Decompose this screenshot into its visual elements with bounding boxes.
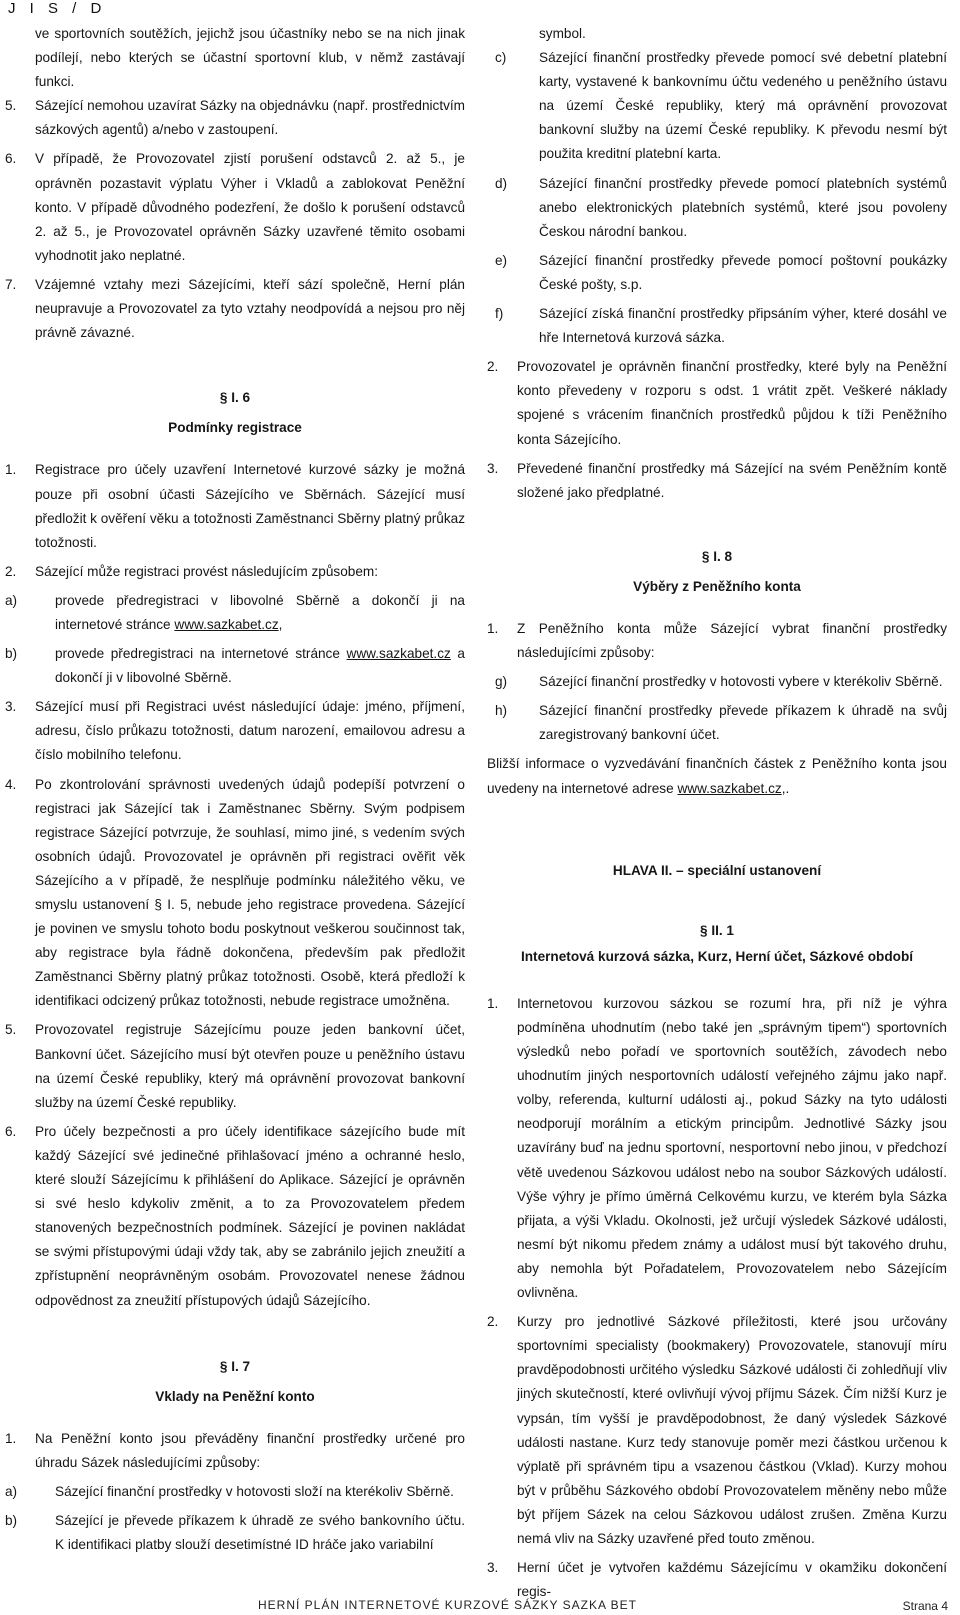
item-text: Sázející finanční prostředky převede pomocí poštovní poukázky České pošty, s.p. xyxy=(539,252,947,292)
item-text: Z Peněžního konta může Sázející vybrat finanční prostředky následujícími způsoby: xyxy=(517,620,947,661)
continued-text: ve sportovních soutěžích, jejichž jsou účastníky nebo se na nich jinak podílejí, nebo kterých se účastní sportovní klub, v němž zastávají funkci. xyxy=(35,26,465,90)
item-number: 1. xyxy=(5,1430,17,1446)
logo-text: J I S / D xyxy=(8,0,107,17)
item-number: 5. xyxy=(5,98,17,114)
item-text: provede předregistraci na internetové stránce xyxy=(55,646,347,662)
list-item xyxy=(5,1120,465,1313)
punctuation: ,. xyxy=(781,780,790,796)
item-number: 1. xyxy=(5,462,17,478)
section-number: § I. 7 xyxy=(219,1358,251,1374)
list-item xyxy=(487,670,947,694)
list-item xyxy=(487,355,947,451)
list-item xyxy=(5,695,465,767)
item-number: 1. xyxy=(487,620,499,636)
list-item xyxy=(5,560,465,584)
section-title: Podmínky registrace xyxy=(168,420,302,436)
section-title: Vklady na Peněžní konto xyxy=(155,1388,315,1404)
item-text: Herní účet je vytvořen každému Sázejícímu v okamžiku dokončení regis- xyxy=(517,1560,947,1600)
list-item xyxy=(5,1509,465,1557)
item-number: 6. xyxy=(5,1123,17,1139)
info-text: Bližší informace o vyzvedávání finančních částek z Peněžního konta jsou uvedeny na internetové adrese xyxy=(487,756,947,796)
list-item xyxy=(487,699,947,747)
info-paragraph xyxy=(487,752,947,800)
item-letter: b) xyxy=(5,1513,18,1529)
item-number: 3. xyxy=(5,699,17,715)
section-title: Výběry z Peněžního konta xyxy=(633,578,801,594)
item-text: Internetovou kurzovou sázkou se rozumí hra, při níž je výhra podmíněna uhodnutím (nebo také jen „správným tipem“) sportovních výsledků nebo pořadí ve sportovních soutěžích, závodech nebo uhodnutím jiných nesportovních událostí veřejného zájmu jako např. volby, referenda, kulturní události aj., pokud Sázky na tyto události neodporují morálním a etickým principům. Jednotlivé Sázky jsou uzavírány buď na jednu sportovní, nesportovní nebo jinou, v předchozí větě uvedenou Sázkovou událost nebo na soubor Sázkových událostí. Výše výhry je přímo úměrná Celkovému kurzu, ve kterém byla Sázka přijata, a výši Vkladu. Okolnosti, jež určují výsledek Sázkové události, nesmí být nikomu předem známy a událost musí být takového druhu, aby nemohla být Pořadatelem, Provozovatelem nebo Sázejícím ovlivněna. xyxy=(517,995,947,1301)
list-item xyxy=(487,457,947,505)
item-number: 3. xyxy=(487,460,499,476)
continued-text: symbol. xyxy=(539,26,586,41)
item-number: 3. xyxy=(487,1560,499,1576)
item-text: Provozovatel je oprávněn finanční prostředky, které byly na Peněžní konto převedeny v rozporu s odst. 1 vrátit zpět. Veškeré náklady spojené s vrácením finančních prostředků půjdou k tíži Peněžního konta Sázejícího. xyxy=(517,359,947,447)
item-number: 2. xyxy=(487,359,499,375)
item-text: Na Peněžní konto jsou převáděny finanční prostředky určené pro úhradu Sázek následujícími způsoby: xyxy=(35,1430,465,1470)
item-text: Sázející získá finanční prostředky připsáním výher, které dosáhl ve hře Internetová kurzová sázka. xyxy=(539,306,947,346)
item-number: 2. xyxy=(487,1314,499,1330)
item-number: 7. xyxy=(5,276,17,292)
item-letter: f) xyxy=(495,306,504,322)
section-number: § I. 8 xyxy=(701,548,733,564)
list-item xyxy=(5,94,465,142)
item-text-end: a dokončí ji v libovolné Sběrně. xyxy=(55,646,465,686)
list-item xyxy=(487,249,947,297)
list-item xyxy=(5,147,465,267)
item-number: 2. xyxy=(5,563,17,579)
item-number: 5. xyxy=(5,1022,17,1038)
item-number: 6. xyxy=(5,151,17,167)
punctuation: , xyxy=(278,616,283,632)
website-link[interactable]: www.sazkabet.cz xyxy=(677,780,782,796)
section-number: § II. 1 xyxy=(699,922,734,938)
item-text: Sázející finanční prostředky převede pomocí platebních systémů anebo elektronických platebních systémů, které jsou povoleny Českou národní bankou. xyxy=(539,175,947,239)
website-link[interactable]: www.sazkabet.cz xyxy=(346,646,451,662)
list-item xyxy=(5,773,465,1014)
item-letter: e) xyxy=(495,252,508,268)
item-text: V případě, že Provozovatel zjistí porušení odstavců 2. až 5., je oprávněn pozastavit výplatu Výher i Vkladů a zablokovat Peněžní konto. V případě důvodného podezření, že došlo k porušení odstavců 2. až 5., je Provozovatel oprávněn Sázky uzavřené těmito osobami vyhodnotit jako neplatné. xyxy=(35,151,465,263)
list-item xyxy=(5,642,465,690)
item-letter: b) xyxy=(5,646,18,662)
list-item xyxy=(487,617,947,665)
list-item xyxy=(5,1427,465,1475)
item-text: Sázející musí při Registraci uvést následující údaje: jméno, příjmení, adresu, číslo průkazu totožnosti, datum narození, emailovou adresu a číslo mobilního telefonu. xyxy=(35,699,465,763)
footer-title: HERNÍ PLÁN INTERNETOVÉ KURZOVÉ SÁZKY SAZKA BET xyxy=(258,1598,637,1612)
list-item xyxy=(487,46,947,166)
item-letter: a) xyxy=(5,1483,18,1499)
page-footer xyxy=(0,1596,960,1615)
right-column xyxy=(487,22,947,1604)
item-text: Registrace pro účely uzavření Internetové kurzové sázky je možná pouze při osobní účasti Sázejícího ve Sběrnách. Sázející musí předložit k ověření věku a totožnosti Zaměstnanci Sběrny platný průkaz totožnosti. xyxy=(35,462,465,550)
left-column xyxy=(5,22,465,1557)
chapter-heading: HLAVA II. – speciální ustanovení xyxy=(612,862,822,878)
section-title: Internetová kurzová sázka, Kurz, Herní účet, Sázkové období xyxy=(520,948,914,964)
item-text: Pro účely bezpečnosti a pro účely identifikace sázejícího bude mít každý Sázející své jedinečné přihlašovací jméno a ochranné heslo, které slouží Sázejícímu k přihlášení do Aplikace. Sázející je oprávněn si své heslo kdykoliv změnit, a to za Provozovatelem předem stanovených bezpečnostních podmínek. Sázející je povinen nakládat se svými přístupovými údaji vždy tak, aby se zabránilo jejich zneužití a zpřístupnění neoprávněným osobám. Provozovatel nenese žádnou odpovědnost za zneužití přístupových údajů Sázejícího. xyxy=(35,1123,465,1308)
item-text: Vzájemné vztahy mezi Sázejícími, kteří sází společně, Herní plán neupravuje a Provozovatel za tyto vztahy neodpovídá a nejsou pro něj právně závazné. xyxy=(35,276,465,341)
item-number: 1. xyxy=(487,995,499,1011)
item-text: Po zkontrolování správnosti uvedených údajů podepíší potvrzení o registraci jak Sázející tak i Zaměstnanec Sběrny. Svým podpisem registrace Sázející potvrzuje, že souhlasí, mimo jiné, s vedením svých osobních údajů. Provozovatel je oprávněn při registraci ověřit věk Sázejícího a v případě, že nesplňuje podmínku náležitého věku, ve smyslu ustanovení § I. 5, nebude jeho registrace provedena. Sázející je povinen ve smyslu tohoto bodu poskytnout veškerou součinnost tak, aby registrace byla řádně dokončena, především pak předložit Zaměstnanci Sběrny platný průkaz totožnosti. Osobě, která předloží k identifikaci odcizený průkaz totožnosti, nebude registrace umožněna. xyxy=(35,776,465,1009)
item-letter: d) xyxy=(495,175,508,191)
item-text: Sázející finanční prostředky v hotovosti složí na kterékoliv Sběrně. xyxy=(55,1483,454,1499)
item-text: provede předregistraci v libovolné Sběrně a dokončí ji na internetové stránce xyxy=(55,592,465,632)
item-text: Sázející finanční prostředky v hotovosti vybere v kterékoliv Sběrně. xyxy=(539,674,943,690)
list-item xyxy=(5,458,465,554)
item-text: Kurzy pro jednotlivé Sázkové příležitosti, které jsou určovány sportovními specialisty (bookmakery) Provozovatele, stanovují míru pravděpodobnosti určitého výsledku Sázkové události či zohledňují vliv jiných skutečností, které ovlivňují vývoj příjmu Sázek. Čím nižší Kurz je vypsán, tím vyšší je pravděpodobnost, že daný výsledek Sázkové události nastane. Kurz tedy stanovuje poměr mezi částkou určenou k výplatě při správném tipu a vsazenou částkou (Vklad). Kurzy mohou být v průběhu Sázkového období Provozovatelem měněny nebo může být příjem Sázek na celou Sázkovou událost zrušen. Změna Kurzu nemá vliv na Sázky uzavřené před touto změnou. xyxy=(517,1314,947,1546)
item-letter: h) xyxy=(495,703,508,719)
item-text: Převedené finanční prostředky má Sázející na svém Peněžním kontě složené jako předplatné. xyxy=(517,460,947,500)
item-text: Sázející nemohou uzavírat Sázky na objednávku (např. prostřednictvím sázkových agentů) a/nebo v zastoupení. xyxy=(35,98,465,138)
list-item xyxy=(5,589,465,637)
list-item xyxy=(487,172,947,244)
list-item xyxy=(5,273,465,345)
list-item xyxy=(487,992,947,1305)
item-text: Sázející může registraci provést následujícím způsobem: xyxy=(35,563,379,579)
item-letter: g) xyxy=(495,674,508,690)
list-item xyxy=(487,302,947,350)
list-item xyxy=(487,1310,947,1551)
item-text: Sázející finanční prostředky převede pomocí své debetní platební karty, vystavené k bankovnímu účtu vedeného u peněžního ústavu na území České republiky, který má oprávnění provozovat bankovní služby na území České republiky. K převodu nesmí být použita kreditní platební karta. xyxy=(539,50,947,162)
section-number: § I. 6 xyxy=(219,390,251,406)
item-letter: a) xyxy=(5,592,18,608)
item-text: Sázející finanční prostředky převede příkazem k úhradě na svůj zaregistrovaný bankovní účet. xyxy=(539,703,947,743)
list-item xyxy=(5,1018,465,1114)
item-text: Provozovatel registruje Sázejícímu pouze jeden bankovní účet, Bankovní účet. Sázejícího musí být otevřen pouze u peněžního ústavu na území České republiky, který má oprávnění provozovat bankovní služby na území České republiky. xyxy=(35,1022,465,1110)
item-text: Sázející je převede příkazem k úhradě ze svého bankovního účtu. K identifikaci platby slouží desetimístné ID hráče jako variabilní xyxy=(55,1513,465,1553)
item-number: 4. xyxy=(5,776,17,792)
website-link[interactable]: www.sazkabet.cz xyxy=(174,616,279,632)
item-letter: c) xyxy=(495,50,507,66)
list-item xyxy=(5,1480,465,1504)
page-number: Strana 4 xyxy=(902,1599,948,1613)
